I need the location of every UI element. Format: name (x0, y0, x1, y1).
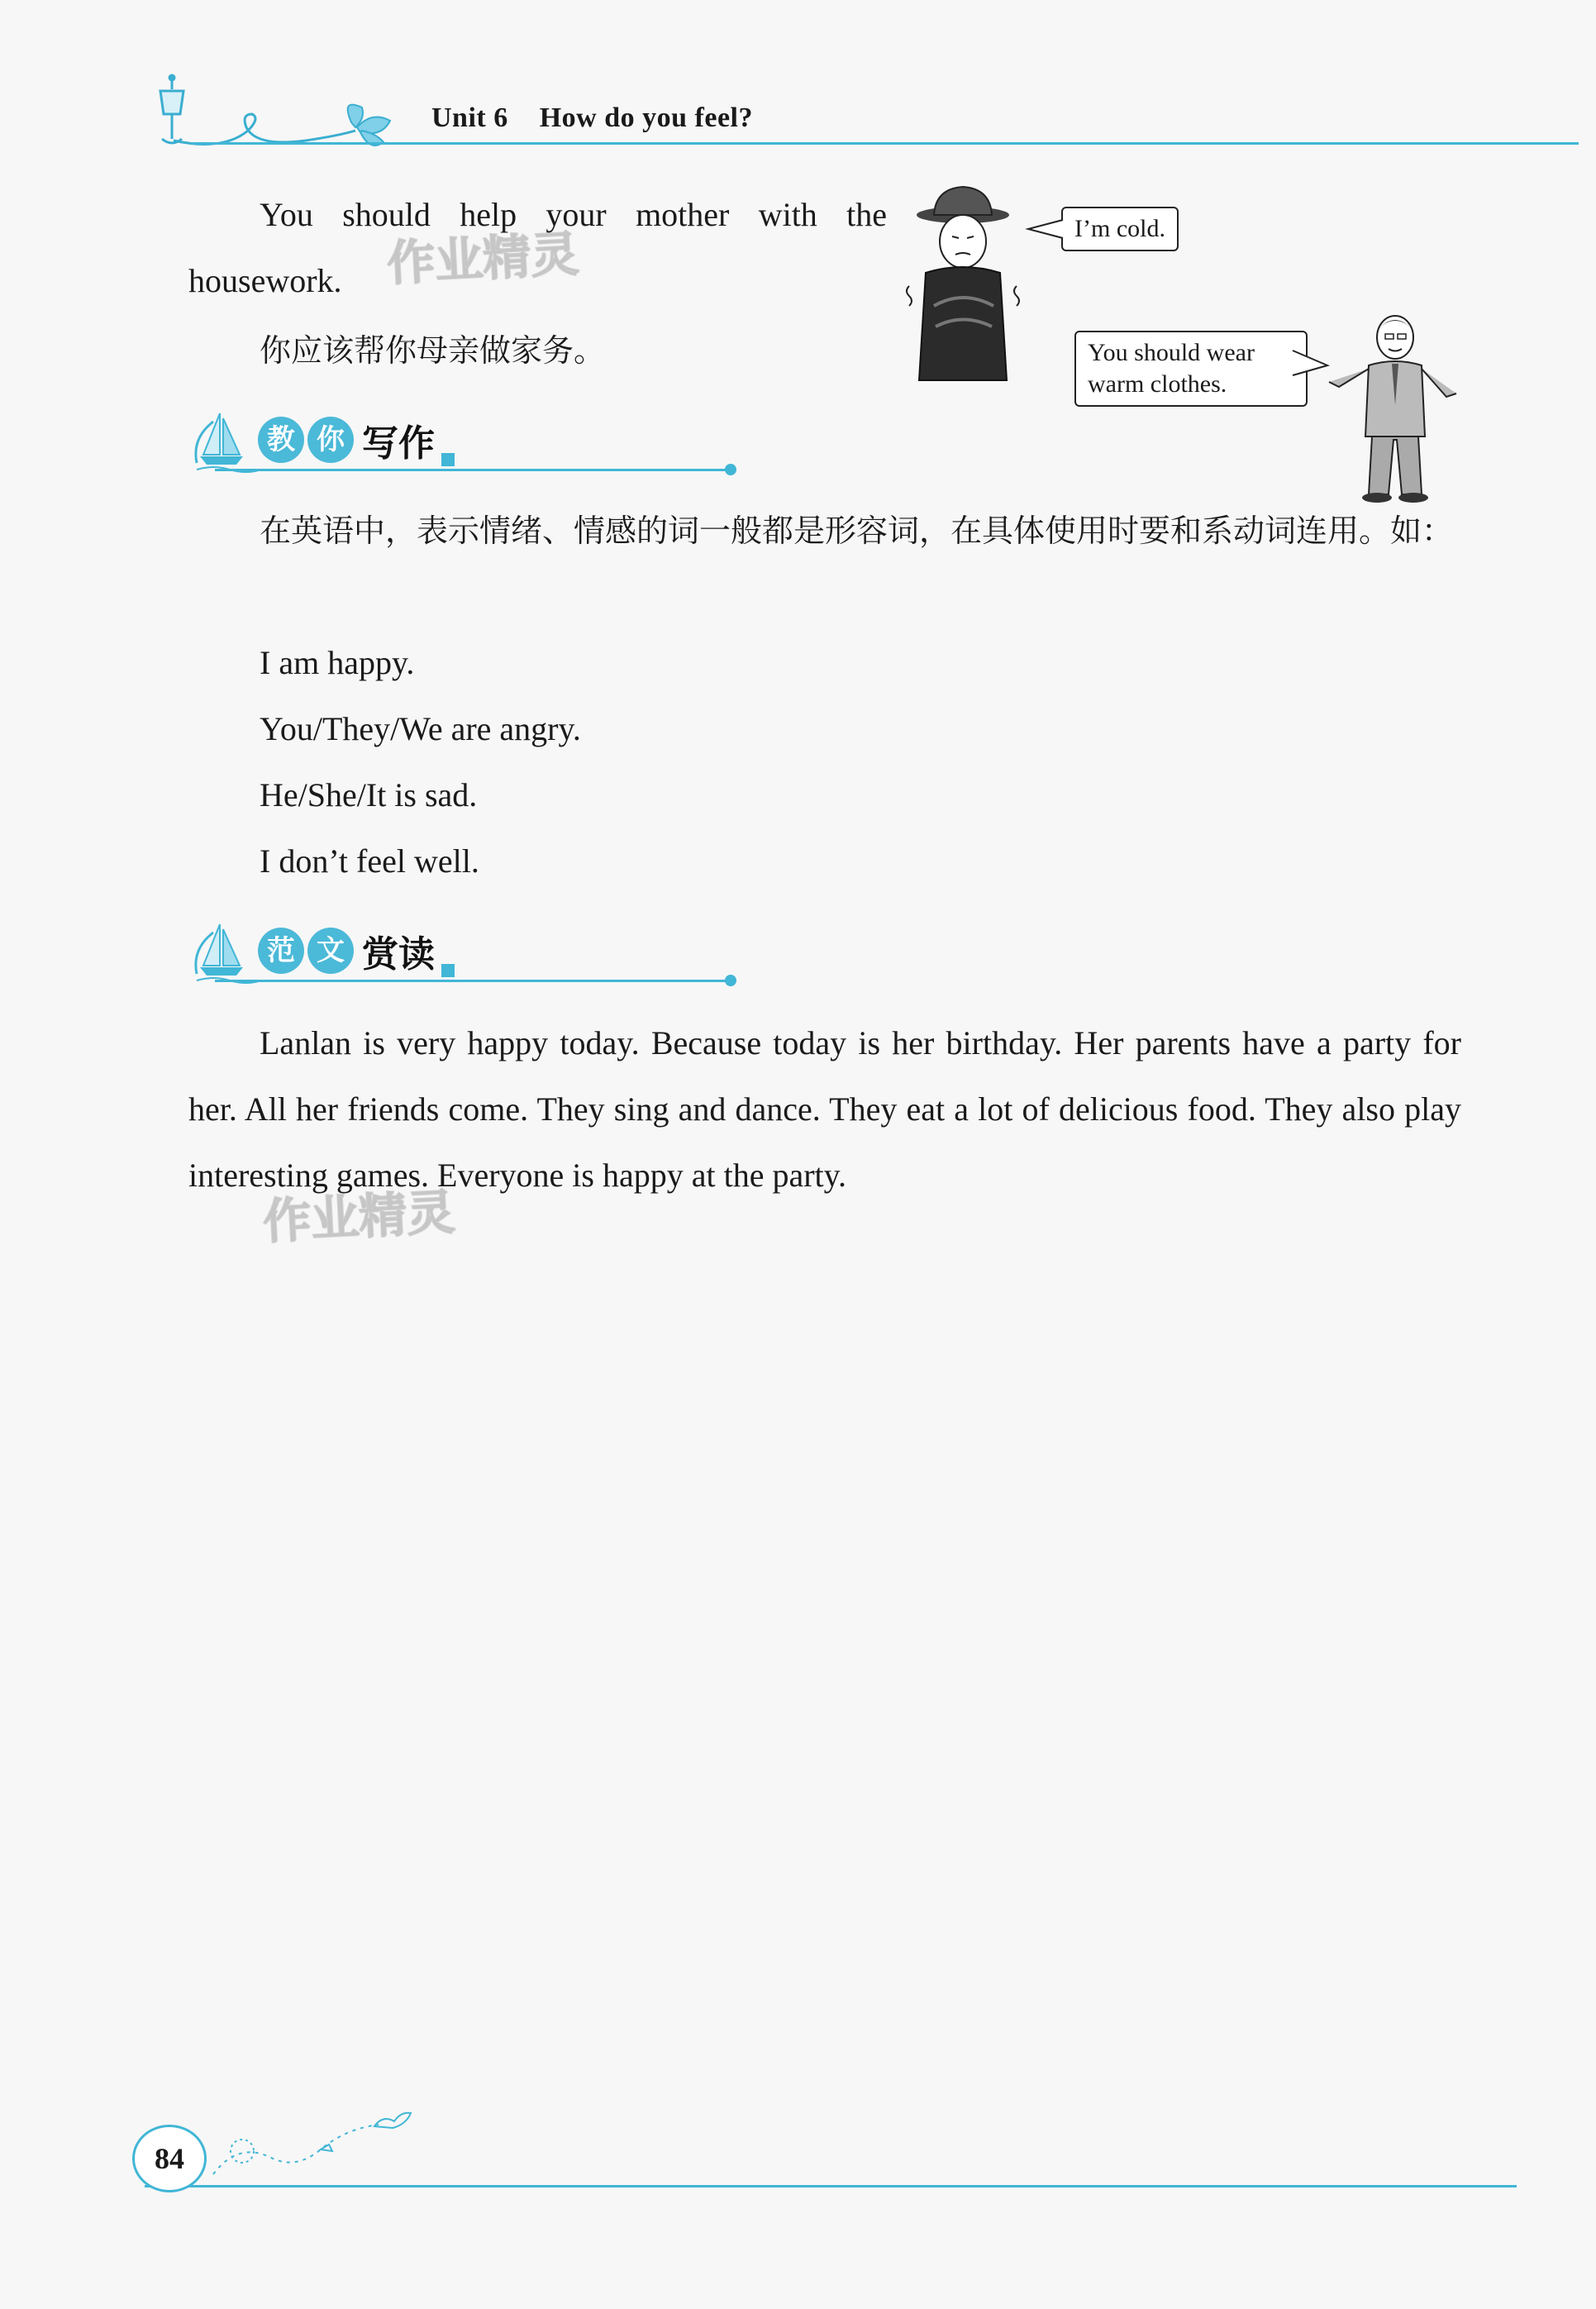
advising-man-illustration (1322, 306, 1463, 513)
cold-man-illustration (901, 182, 1025, 389)
section-title-text: 写作 (362, 422, 435, 465)
intro-chinese: 你应该帮你母亲做家务。 (260, 332, 606, 369)
intro-english: You should help your mother with the housework. (188, 196, 887, 299)
section-badge-char: 你 (307, 417, 354, 463)
example-sentence: I am happy. (260, 644, 415, 681)
section-badge-char: 文 (307, 928, 354, 974)
section-rule (215, 469, 731, 471)
header-rule (190, 142, 1579, 145)
lamp-butterfly-decoration (149, 73, 422, 160)
speech-bubble-advice: You should wear warm clothes. (1074, 331, 1308, 407)
dotted-bird-decoration (205, 2092, 420, 2187)
watermark-text: 作业精灵 (261, 1183, 456, 1251)
section-title-reading (258, 924, 455, 977)
bubble-tail-left (1025, 217, 1065, 246)
section-title-text: 赏读 (362, 933, 435, 976)
section-badge-char: 教 (258, 417, 304, 463)
reading-paragraph: Lanlan is very happy today. Because today is her birthday. Her parents have a party for her. All her friends come. They sing and dance. They eat a lot of delicious food. They also play interesting games. Everyone is happy at the party. (188, 1024, 1461, 1194)
unit-header (431, 103, 753, 134)
unit-label: Unit 6 (431, 103, 508, 133)
unit-title: How do you feel? (539, 103, 754, 133)
page-number: 84 (132, 2125, 207, 2192)
example-sentence: You/They/We are angry. (260, 710, 581, 747)
rule-end-dot-icon (725, 975, 736, 986)
writing-paragraph: 在英语中，表示情绪、情感的词一般都是形容词，在具体使用时要和系动词连用。如： (260, 513, 1454, 549)
watermark-text: 作业精灵 (385, 225, 580, 293)
square-marker-icon (441, 964, 455, 977)
rule-end-dot-icon (725, 464, 736, 475)
speech-bubble-cold: I’m cold. (1061, 207, 1179, 251)
section-title-writing (258, 413, 455, 466)
sailboat-icon (188, 405, 263, 484)
section-badge-char: 范 (258, 928, 304, 974)
example-sentence: He/She/It is sad. (260, 776, 478, 813)
square-marker-icon (441, 453, 455, 466)
section-rule (215, 980, 731, 982)
example-sentence: I don’t feel well. (260, 842, 479, 880)
sailboat-icon (188, 916, 263, 995)
